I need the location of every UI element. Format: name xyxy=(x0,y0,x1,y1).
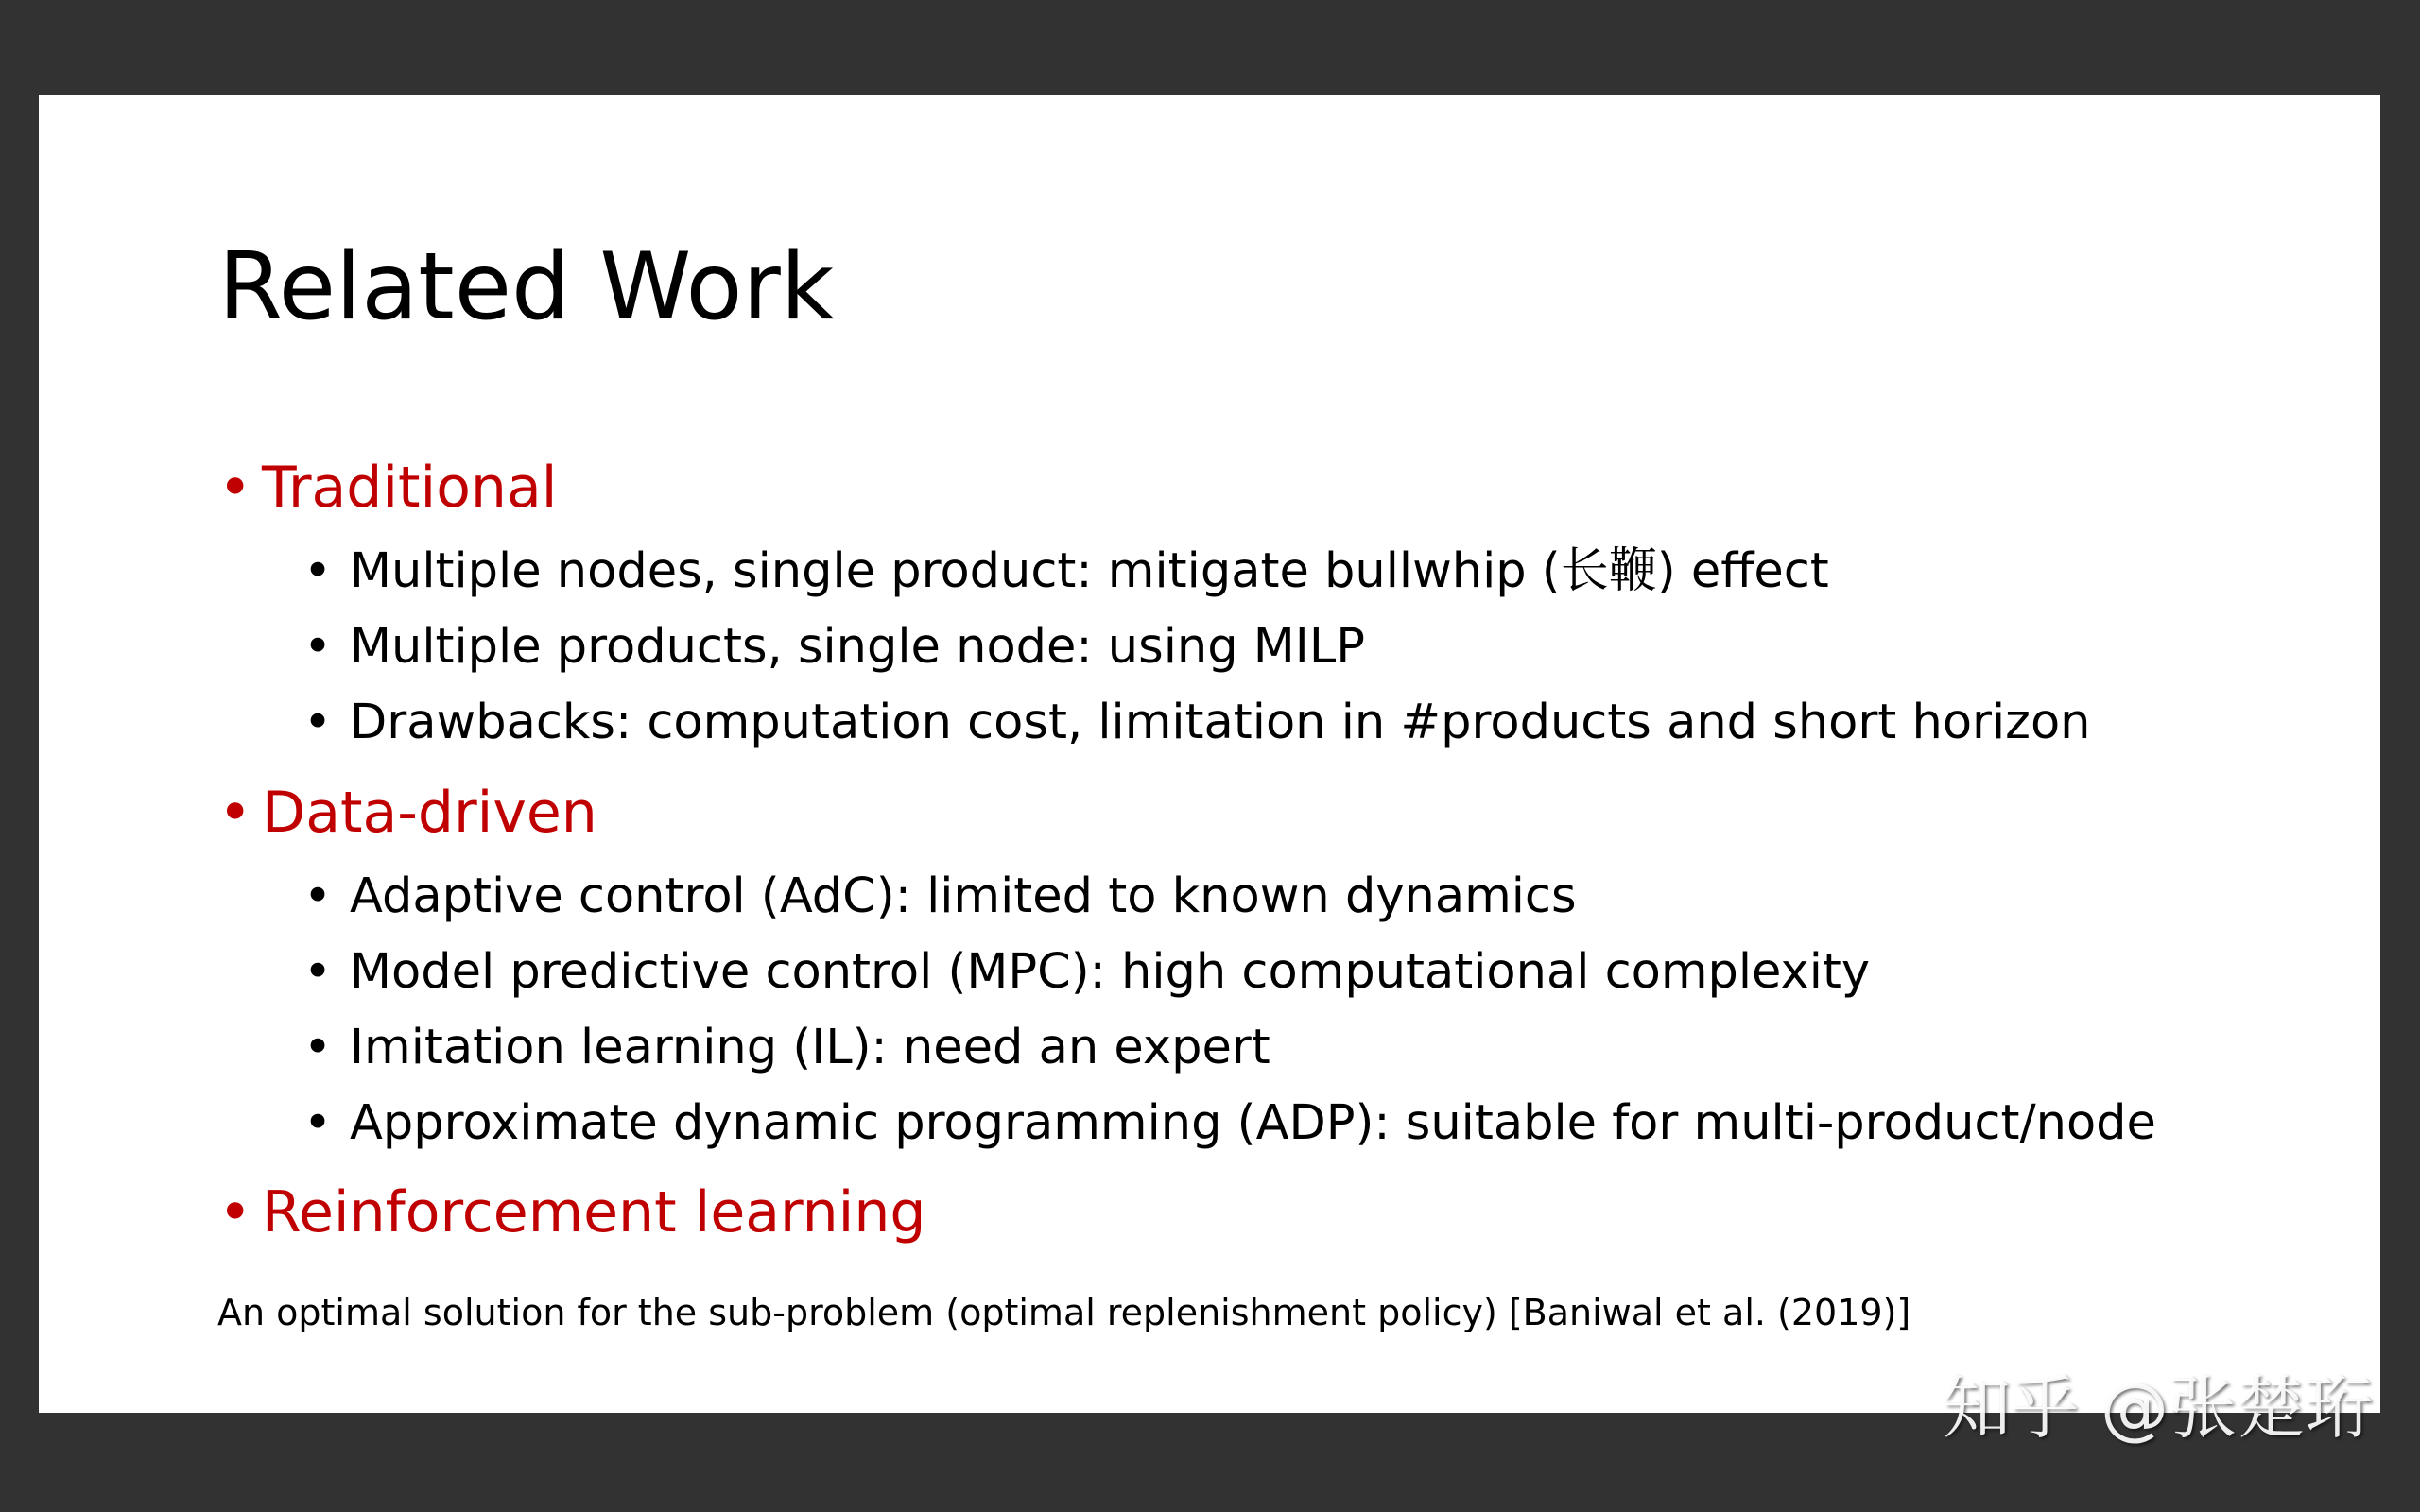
section-heading-data-driven xyxy=(218,775,597,850)
bullet: • xyxy=(303,868,333,924)
list-item xyxy=(303,863,1577,931)
list-item-text: Imitation learning (IL): need an expert xyxy=(350,1020,1270,1075)
bullet: • xyxy=(303,619,333,675)
bullet: • xyxy=(303,944,333,1000)
section-heading-label: Traditional xyxy=(262,455,558,521)
section-heading-label: Reinforcement learning xyxy=(262,1179,926,1246)
slide xyxy=(39,95,2380,1413)
list-item xyxy=(303,689,2090,757)
bullet: • xyxy=(303,543,333,599)
section-heading-traditional xyxy=(218,450,557,525)
bullet: • xyxy=(303,1020,333,1075)
list-item-text: Drawbacks: computation cost, limitation in #products and short horizon xyxy=(350,695,2091,750)
section-heading-label: Data-driven xyxy=(262,780,597,846)
bullet: • xyxy=(218,455,252,521)
slide-title: Related Work xyxy=(218,233,835,341)
list-item xyxy=(303,538,1829,606)
list-item xyxy=(303,1090,2156,1158)
list-item xyxy=(303,613,1365,681)
bullet: • xyxy=(218,1179,252,1246)
bullet: • xyxy=(303,1095,333,1151)
list-item-text: Adaptive control (AdC): limited to known dynamics xyxy=(350,868,1577,924)
slide-footnote: An optimal solution for the sub-problem (optimal replenishment policy) [Baniwal et al. (2019)] xyxy=(217,1292,1911,1333)
bullet: • xyxy=(303,695,333,750)
list-item-text: Multiple nodes, single product: mitigate bullwhip (长鞭) effect xyxy=(350,543,1829,599)
list-item-text: Approximate dynamic programming (ADP): suitable for multi-product/node xyxy=(350,1095,2156,1151)
watermark: 知乎 @张楚珩 xyxy=(1943,1368,2373,1448)
list-item xyxy=(303,938,1870,1006)
list-item-text: Multiple products, single node: using MILP xyxy=(350,619,1365,675)
list-item-text: Model predictive control (MPC): high computational complexity xyxy=(350,944,1871,1000)
bullet: • xyxy=(218,780,252,846)
section-heading-reinforcement-learning xyxy=(218,1175,925,1250)
list-item xyxy=(303,1014,1270,1082)
